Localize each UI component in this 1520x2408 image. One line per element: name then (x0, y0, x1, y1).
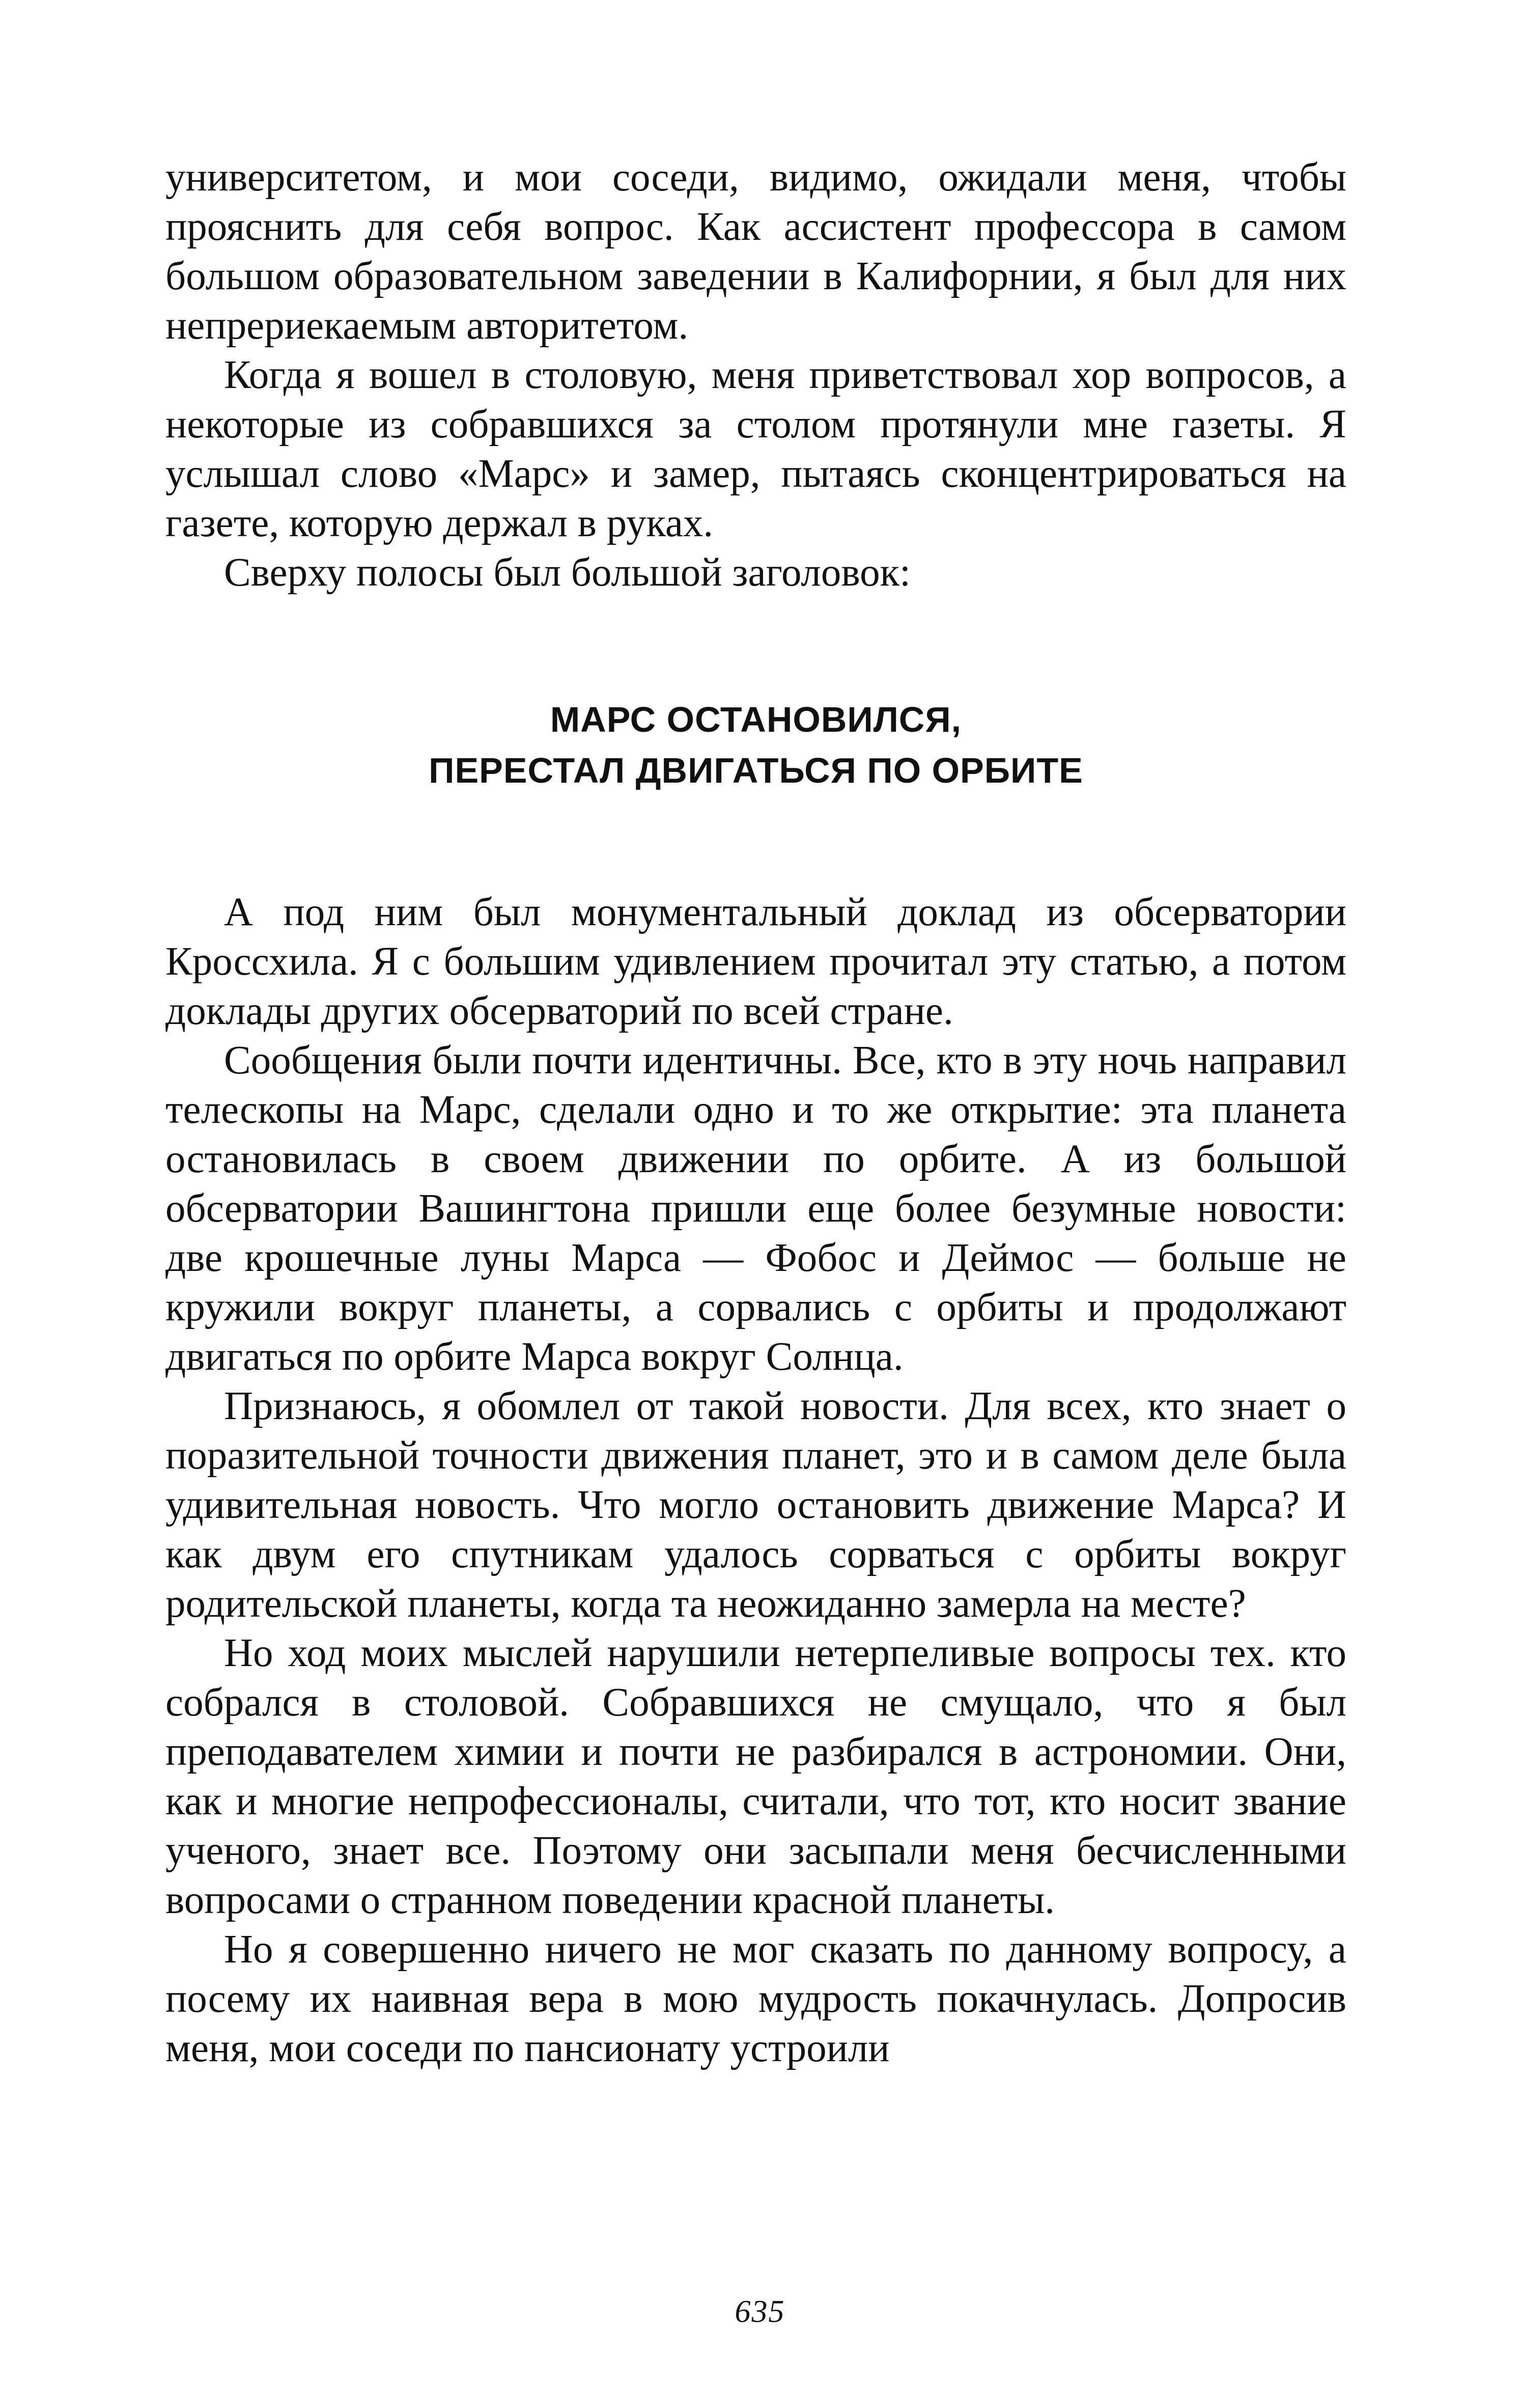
paragraph: Сверху полосы был большой заголовок: (224, 550, 911, 595)
paragraph: Когда я вошел в столовую, меня приветствовал хор вопросов, а некоторые из собравшихся за столом протянули мне газеты. Я услышал слово «Марс» и замер, пытаясь сконцентрироваться на газете, которую держал в руках. (165, 353, 1346, 545)
headline-line-1: МАРС ОСТАНОВИЛСЯ, (550, 700, 962, 739)
paragraph: университетом, и мои соседи, видимо, ожидали меня, чтобы прояснить для себя вопрос. Как ассистент профессора в самом большом образовательном заведении в Калифорнии, я был для них непрериекаемым авторитетом. (165, 155, 1346, 348)
page-number: 635 (735, 2294, 785, 2329)
newspaper-headline (165, 694, 1346, 796)
paragraph: Признаюсь, я обомлел от такой новости. Для всех, кто знает о поразительной точности движения планет, это и в самом деле была удивительная новость. Что могло остановить движение Марса? И как двум его спутникам удалось сорваться с орбиты вокруг родительской планеты, когда та неожиданно замерла на месте? (165, 1384, 1346, 1626)
paragraph: А под ним был монументальный доклад из обсерватории Кроссхила. Я с большим удивлением прочитал эту статью, а потом доклады других обсерваторий по всей стране. (165, 890, 1346, 1033)
paragraph: Но я совершенно ничего не мог сказать по данному вопросу, а посему их наивная вера в мою мудрость покачнулась. Допросив меня, мои соседи по пансионату устроили (165, 1927, 1346, 2070)
paragraph: Сообщения были почти идентичны. Все, кто в эту ночь направил телескопы на Марс, сделали одно и то же открытие: эта планета остановилась в своем движении по орбите. А из большой обсерватории Вашингтона пришли еще более безумные новости: две крошечные луны Марса — Фобос и Деймос — больше не кружили вокруг планеты, а сорвались с орбиты и продолжают двигаться по орбите Марса вокруг Солнца. (165, 1038, 1346, 1379)
headline-line-2: ПЕРЕСТАЛ ДВИГАТЬСЯ ПО ОРБИТЕ (429, 751, 1083, 790)
page-body (165, 153, 1346, 2073)
paragraph: Но ход моих мыслей нарушили нетерпеливые вопросы тех. кто собрался в столовой. Собравшихся не смущало, что я был преподавателем химии и почти не разбирался в астрономии. Они, как и многие непрофессионалы, считали, что тот, кто носит звание ученого, знает все. Поэтому они засыпали меня бесчисленными вопросами о странном поведении красной планеты. (165, 1631, 1346, 1922)
